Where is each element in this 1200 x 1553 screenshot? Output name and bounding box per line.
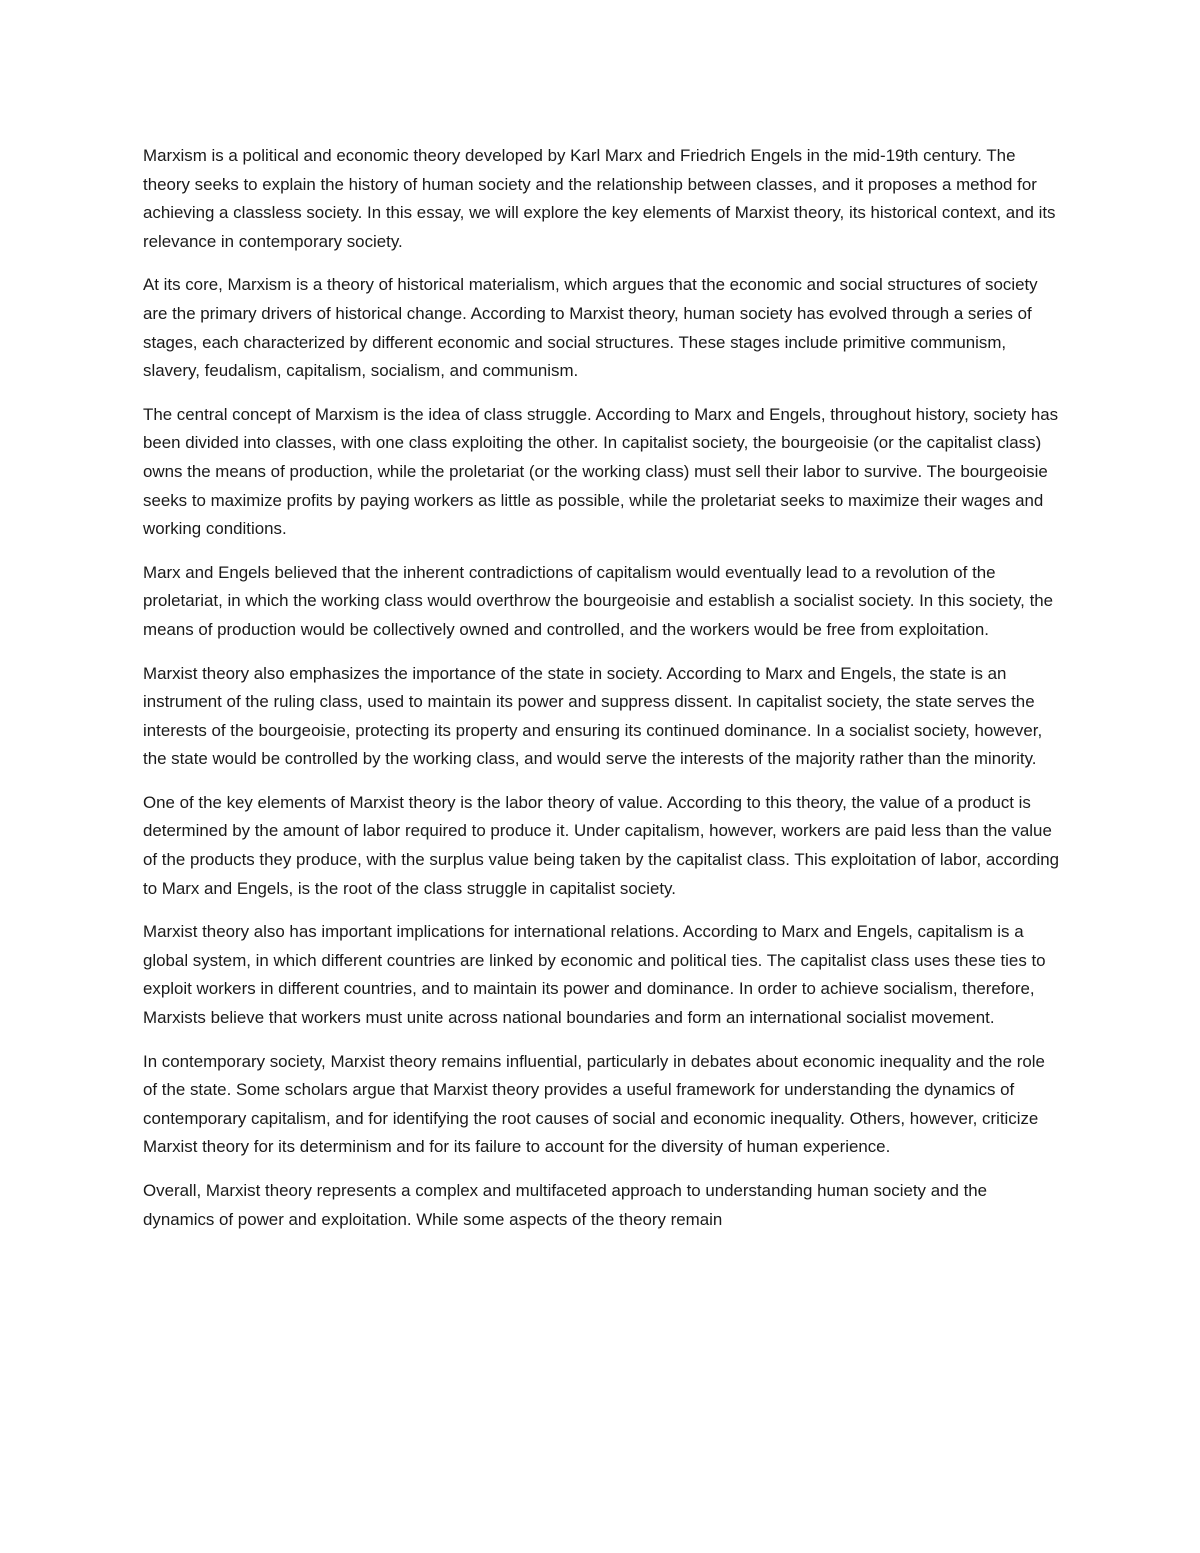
paragraph-revolution: Marx and Engels believed that the inherent contradictions of capitalism would eventually lead to a revolution of the proletariat, in which the working class would overthrow the bourgeoisie and establish a socialist society. In this society, the means of production would be collectively owned and controlled, and the workers would be free from exploitation. — [143, 562, 1054, 639]
paragraph-overall: Overall, Marxist theory represents a complex and multifaceted approach to understanding human society and the dynamics of power and exploitation. While some aspects of the theory remain — [143, 1181, 988, 1229]
paragraph-historical-materialism: At its core, Marxism is a theory of historical materialism, which argues that the economic and social structures of society are the primary drivers of historical change. According to Marxist theory, human society has evolved through a series of stages, each characterized by different economic and social structures. These stages include primitive communism, slavery, feudalism, capitalism, socialism, and communism. — [143, 275, 1038, 381]
paragraph-contemporary: In contemporary society, Marxist theory remains influential, particularly in debates about economic inequality and the role of the state. Some scholars argue that Marxist theory provides a useful framework for understanding the dynamics of contemporary capitalism, and for identifying the root causes of social and economic inequality. Others, however, criticize Marxist theory for its determinism and for its failure to account for the diversity of human experience. — [143, 1051, 1045, 1157]
paragraph-state: Marxist theory also emphasizes the importance of the state in society. According to Marx and Engels, the state is an instrument of the ruling class, used to maintain its power and suppress dissent. In capitalist society, the state serves the interests of the bourgeoisie, protecting its property and ensuring its continued dominance. In a socialist society, however, the state would be controlled by the working class, and would serve the interests of the majority rather than the minority. — [143, 663, 1043, 769]
paragraph-class-struggle: The central concept of Marxism is the idea of class struggle. According to Marx and Engels, throughout history, society has been divided into classes, with one class exploiting the other. In capitalist society, the bourgeoisie (or the capitalist class) owns the means of production, while the proletariat (or the working class) must sell their labor to survive. The bourgeoisie seeks to maximize profits by paying workers as little as possible, while the proletariat seeks to maximize their wages and working conditions. — [143, 404, 1059, 539]
document-body — [143, 142, 1063, 1249]
paragraph-international-relations: Marxist theory also has important implications for international relations. According to Marx and Engels, capitalism is a global system, in which different countries are linked by economic and political ties. The capitalist class uses these ties to exploit workers in different countries, and to maintain its power and dominance. In order to achieve socialism, therefore, Marxists believe that workers must unite across national boundaries and form an international socialist movement. — [143, 922, 1046, 1028]
paragraph-intro: Marxism is a political and economic theory developed by Karl Marx and Friedrich Engels in the mid-19th century. The theory seeks to explain the history of human society and the relationship between classes, and it proposes a method for achieving a classless society. In this essay, we will explore the key elements of Marxist theory, its historical context, and its relevance in contemporary society. — [143, 146, 1056, 251]
paragraph-labor-theory: One of the key elements of Marxist theory is the labor theory of value. According to this theory, the value of a product is determined by the amount of labor required to produce it. Under capitalism, however, workers are paid less than the value of the products they produce, with the surplus value being taken by the capitalist class. This exploitation of labor, according to Marx and Engels, is the root of the class struggle in capitalist society. — [143, 792, 1060, 898]
